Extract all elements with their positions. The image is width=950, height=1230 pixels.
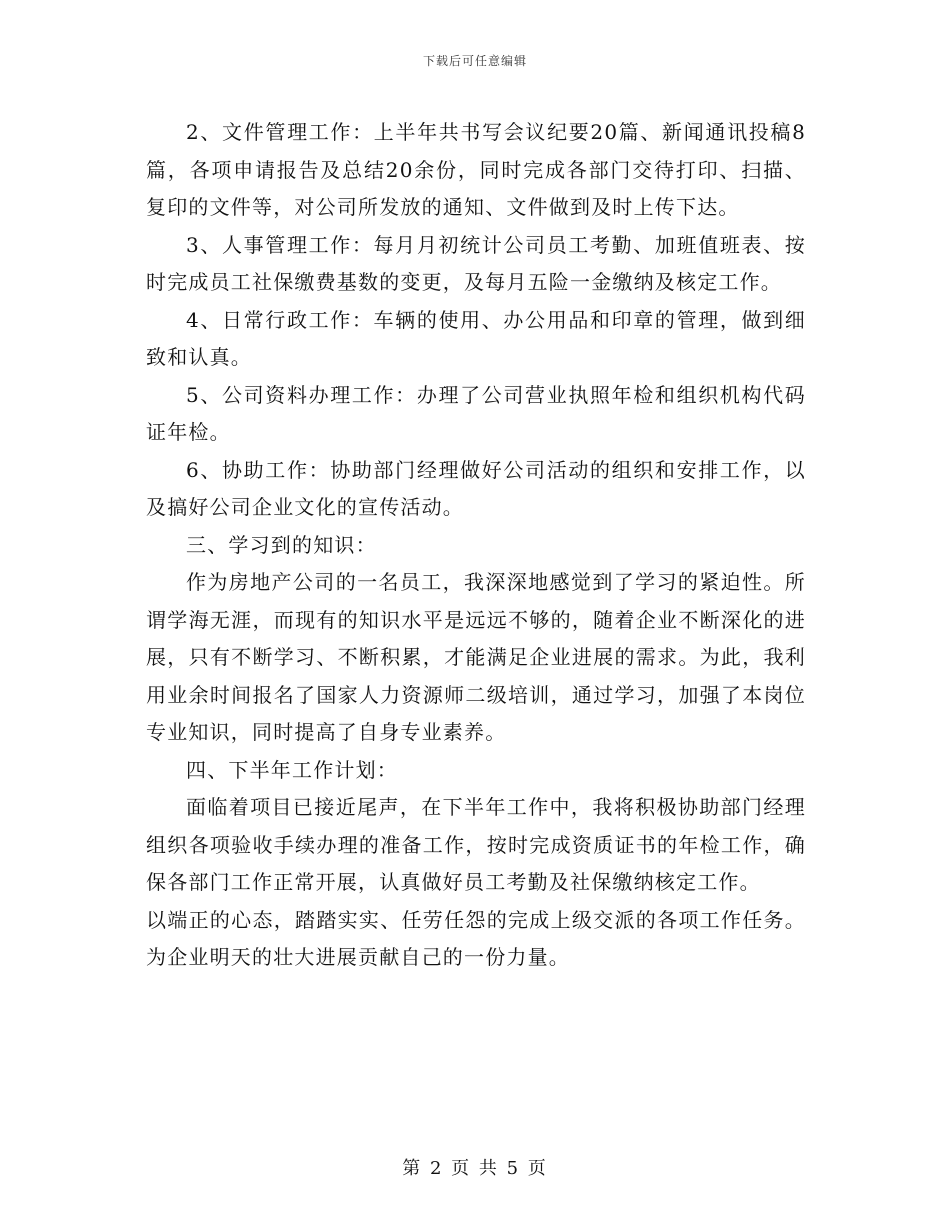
paragraph-assistance-work: 6、协助工作：协助部门经理做好公司活动的组织和安排工作，以及搞好公司企业文化的宣传活动。 [146,457,806,519]
paragraph-learning: 作为房地产公司的一名员工，我深深地感觉到了学习的紧迫性。所谓学海无涯，而现有的知识水平是远远不够的，随着企业不断深化的进展，只有不断学习、不断积累，才能满足企业进展的需求。为此，我利用业余时间报名了国家人力资源师二级培训，通过学习，加强了本岗位专业知识，同时提高了自身专业素养。 [146,570,806,744]
page-number-footer: 第 2 页 共 5 页 [402,1158,548,1179]
paragraph-plan: 面临着项目已接近尾声，在下半年工作中，我将积极协助部门经理组织各项验收手续办理的准备工作，按时完成资质证书的年检工作，确保各部门工作正常开展，认真做好员工考勤及社保缴纳核定工作。 [146,795,806,894]
paragraph-company-documents: 5、公司资料办理工作：办理了公司营业执照年检和组织机构代码证年检。 [146,382,806,444]
page-header: 下载后可任意编辑 [422,54,527,68]
paragraph-closing: 以端正的心态，踏踏实实、任劳任怨的完成上级交派的各项工作任务。为企业明天的壮大进展贡献自己的一份力量。 [146,907,806,969]
paragraph-file-management: 2、文件管理工作：上半年共书写会议纪要20篇、新闻通讯投稿8篇，各项申请报告及总结20余份，同时完成各部门交待打印、扫描、复印的文件等，对公司所发放的通知、文件做到及时上传下达。 [146,120,806,219]
paragraph-hr-management: 3、人事管理工作：每月月初统计公司员工考勤、加班值班表、按时完成员工社保缴费基数的变更，及每月五险一金缴纳及核定工作。 [146,232,806,294]
section-heading-learning: 三、学习到的知识： [186,532,377,557]
paragraph-daily-admin: 4、日常行政工作：车辆的使用、办公用品和印章的管理，做到细致和认真。 [146,307,806,369]
document-body [146,114,806,977]
section-heading-plan: 四、下半年工作计划： [186,757,398,782]
